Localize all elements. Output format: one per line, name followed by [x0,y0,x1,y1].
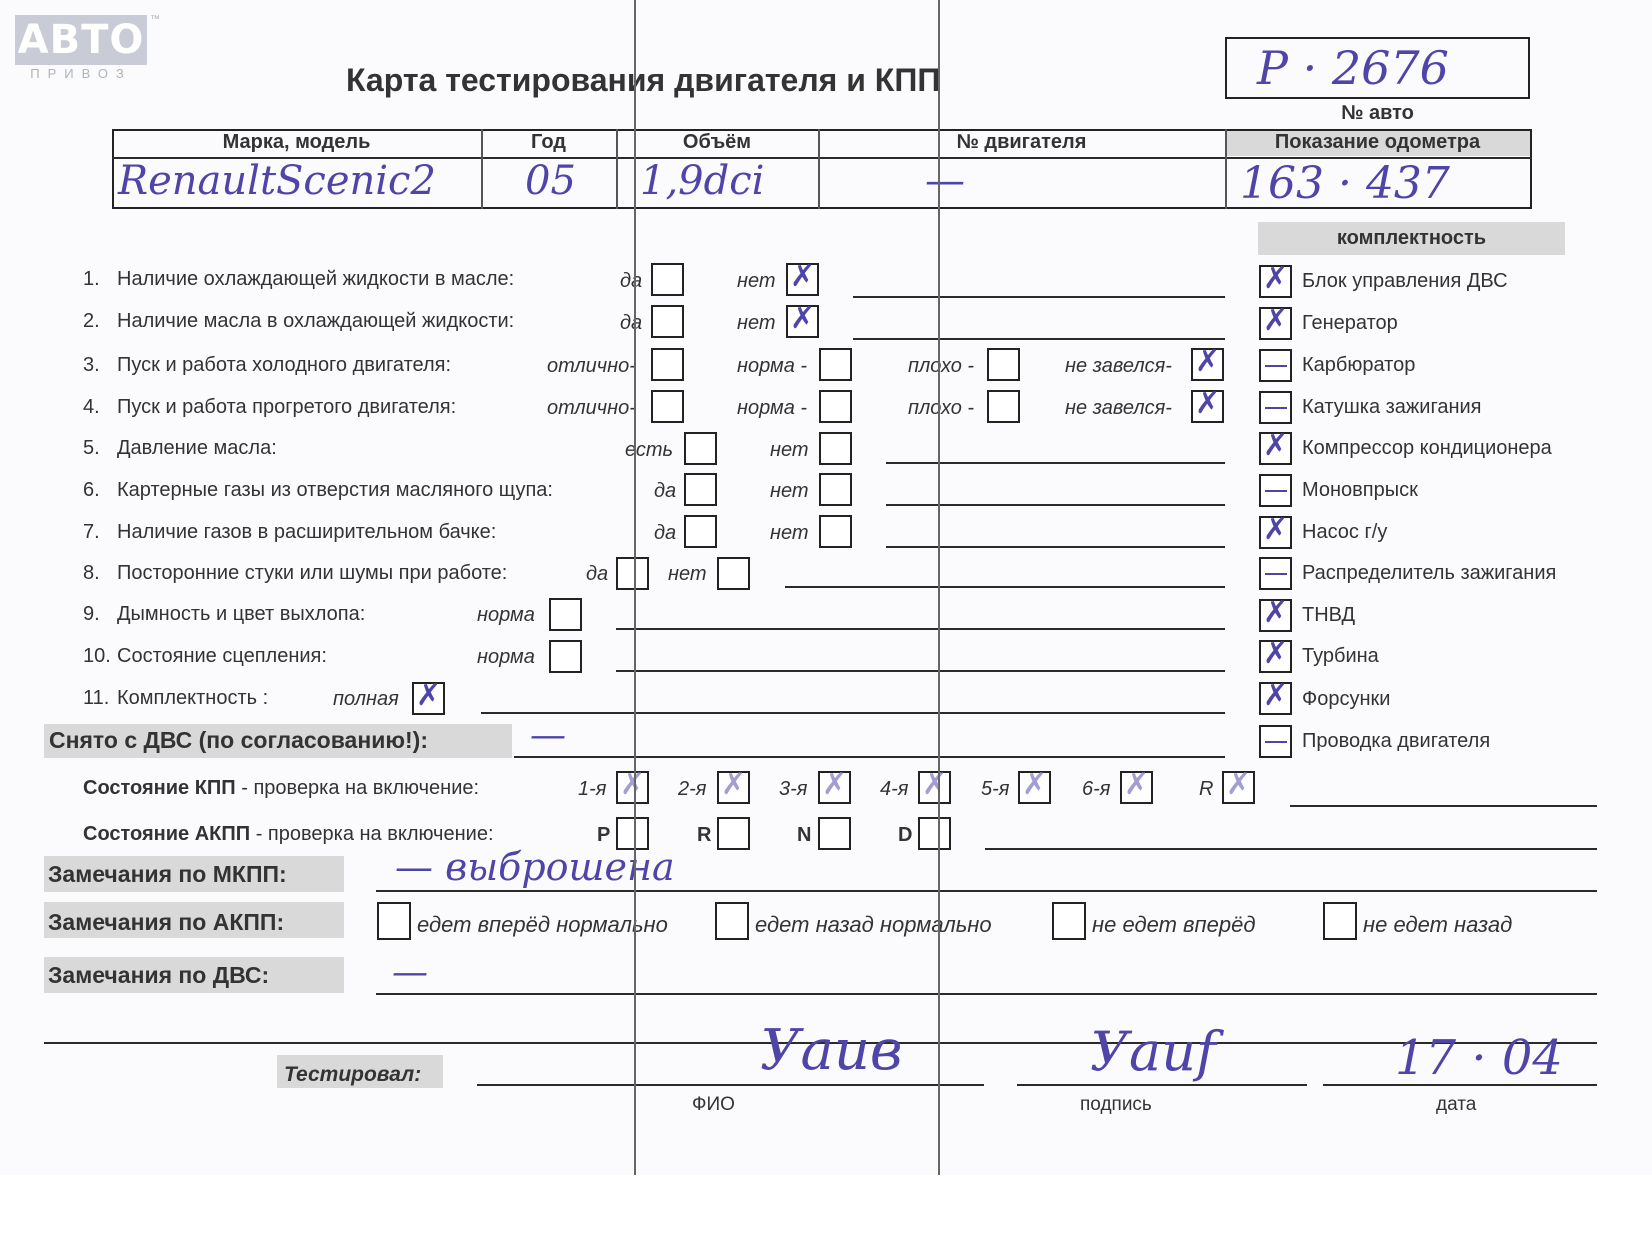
q7-opt-no-label: нет [770,522,809,544]
q3-opt-no-start-label: не завелся- [1065,355,1172,377]
q8-number: 8. [83,562,100,584]
kpp-gear-2-checkbox[interactable]: ✗ [717,771,750,804]
q2-number: 2. [83,310,100,332]
q9-number: 9. [83,603,100,625]
q7-number: 7. [83,521,100,543]
q7-checkbox-yes[interactable] [684,515,717,548]
kpp-label [83,777,479,800]
q9-checkbox-normal[interactable] [549,598,582,631]
q5-checkbox-no[interactable] [819,432,852,465]
q8-checkbox-no[interactable] [717,557,750,590]
completeness-label-injectors: Форсунки [1302,688,1391,710]
q1-opt-no-label: нет [737,270,776,292]
akpp-position-p-label: P [597,824,611,846]
remarks-mkpp-value: — выброшена [395,845,675,889]
remarks-dvs-label: Замечания по ДВС: [48,962,270,988]
kpp-gear-r-label: R [1199,778,1214,800]
q10-opt-normal-label: норма [477,646,535,668]
completeness-checkbox-injection-pump[interactable]: ✗ [1259,599,1292,632]
q5-number: 5. [83,437,100,459]
akpp-label-bold: Состояние АКПП [83,823,251,845]
logo-trademark: ™ [150,14,160,25]
year-value: 05 [525,158,576,204]
q11-number: 11. [83,687,110,709]
q3-checkbox-excellent[interactable] [651,348,684,381]
q4-opt-excellent-label: отлично- [547,397,636,419]
q6-text: Картерные газы из отверстия масляного щупа: [117,479,553,501]
tester-signature-value: Уаиf [1090,1020,1216,1083]
q4-checkbox-normal[interactable] [819,390,852,423]
q7-text: Наличие газов в расширительном бачке: [117,521,497,543]
q1-text: Наличие охлаждающей жидкости в масле: [117,268,515,290]
completeness-checkbox-carburetor[interactable] [1259,349,1292,382]
kpp-label-bold: Состояние КПП [83,777,236,799]
kpp-gear-4-label: 4-я [880,778,909,800]
header-col-model: Марка, модель [222,131,371,153]
q6-opt-no-label: нет [770,480,809,502]
q11-opt-full-label: полная [333,688,399,710]
q6-opt-yes-label: да [654,480,677,502]
completeness-label-turbine: Турбина [1302,645,1379,667]
akpp-position-d-checkbox[interactable] [918,817,951,850]
completeness-checkbox-ignition-coil[interactable] [1259,391,1292,424]
completeness-label-ignition-coil: Катушка зажигания [1302,396,1482,418]
q4-checkbox-no-start[interactable]: ✗ [1191,390,1224,423]
akpp-no-backward-label: не едет назад [1363,912,1513,937]
logo-avto: АВТО [15,15,147,65]
completeness-checkbox-ecu[interactable]: ✗ [1259,265,1292,298]
q10-number: 10. [83,645,111,667]
header-col-year: Год [531,131,566,153]
remarks-dvs-value: — [392,952,428,993]
q1-checkbox-no[interactable]: ✗ [786,263,819,296]
q1-opt-yes-label: да [620,270,643,292]
q10-checkbox-normal[interactable] [549,640,582,673]
auto-number-box [1225,37,1530,99]
test-date-value: 17 · 04 [1395,1030,1563,1086]
q3-number: 3. [83,354,100,376]
completeness-label-ac-compressor: Компрессор кондиционера [1302,437,1552,459]
q6-number: 6. [83,479,100,501]
q3-checkbox-no-start[interactable]: ✗ [1191,348,1224,381]
fold-line-left [634,0,636,1175]
kpp-gear-3-label: 3-я [779,778,808,800]
tester-fio-value: Уаив [760,1018,903,1083]
completeness-checkbox-ps-pump[interactable]: ✗ [1259,516,1292,549]
akpp-backward-normal-checkbox[interactable] [715,902,749,940]
completeness-label-carburetor: Карбюратор [1302,354,1416,376]
akpp-position-d-label: D [898,824,913,846]
q2-checkbox-yes[interactable] [651,305,684,338]
q3-checkbox-bad[interactable] [987,348,1020,381]
completeness-label-wiring: Проводка двигателя [1302,730,1491,752]
q3-checkbox-normal[interactable] [819,348,852,381]
header-col-volume: Объём [682,131,752,153]
q4-opt-normal-label: норма - [737,397,808,419]
completeness-checkbox-ac-compressor[interactable]: ✗ [1259,432,1292,465]
q4-checkbox-bad[interactable] [987,390,1020,423]
q2-text: Наличие масла в охлаждающей жидкости: [117,310,515,332]
q11-text: Комплектность : [117,687,269,709]
akpp-backward-normal-label: едет назад нормально [755,912,992,937]
completeness-checkbox-distributor[interactable] [1259,557,1292,590]
q4-checkbox-excellent[interactable] [651,390,684,423]
q2-opt-no-label: нет [737,312,776,334]
q9-opt-normal-label: норма [477,604,535,626]
kpp-label-rest: - проверка на включение: [235,777,480,799]
q4-number: 4. [83,396,100,418]
fold-line-right [938,0,940,1175]
q6-checkbox-yes[interactable] [684,473,717,506]
q5-opt-yes-label: есть [625,439,674,461]
date-caption: дата [1436,1094,1477,1115]
completeness-label-injection-pump: ТНВД [1302,604,1356,626]
kpp-gear-1-label: 1-я [578,778,607,800]
completeness-title: комплектность [1336,227,1487,249]
akpp-position-n-label: N [797,824,812,846]
remarks-akpp-label: Замечания по АКПП: [48,909,285,935]
completeness-checkbox-generator[interactable]: ✗ [1259,307,1292,340]
page-title: Карта тестирования двигателя и КПП [346,62,941,98]
q4-opt-bad-label: плохо - [908,397,975,419]
signature-caption: подпись [1080,1094,1152,1115]
q5-checkbox-yes[interactable] [684,432,717,465]
completeness-label-distributor: Распределитель зажигания [1302,562,1557,584]
kpp-gear-3-checkbox[interactable]: ✗ [818,771,851,804]
q10-text: Состояние сцепления: [117,645,327,667]
akpp-no-backward-checkbox[interactable] [1323,902,1357,940]
completeness-checkbox-monoinjection[interactable] [1259,474,1292,507]
q1-number: 1. [83,268,100,290]
q6-checkbox-no[interactable] [819,473,852,506]
q2-checkbox-no[interactable]: ✗ [786,305,819,338]
kpp-gear-6-checkbox[interactable]: ✗ [1120,771,1153,804]
q3-opt-excellent-label: отлично- [547,355,636,377]
remarks-mkpp-label: Замечания по МКПП: [48,861,287,887]
kpp-gear-1-checkbox[interactable]: ✗ [616,771,649,804]
akpp-position-n-checkbox[interactable] [818,817,851,850]
q8-checkbox-yes[interactable] [616,557,649,590]
removed-value: — [530,715,566,756]
removed-label: Снято с ДВС (по согласованию!): [49,727,428,753]
header-col-odometer: Показание одометра [1274,131,1481,153]
akpp-no-forward-checkbox[interactable] [1052,902,1086,940]
odometer-value: 163 · 437 [1240,158,1450,209]
model-value: RenaultScenic2 [118,158,436,204]
completeness-label-generator: Генератор [1302,312,1398,334]
q4-text: Пуск и работа прогретого двигателя: [117,396,457,418]
kpp-gear-6-label: 6-я [1082,778,1111,800]
completeness-checkbox-turbine[interactable]: ✗ [1259,640,1292,673]
q7-opt-yes-label: да [654,522,677,544]
q11-checkbox-full[interactable]: ✗ [412,682,445,715]
kpp-gear-r-checkbox[interactable]: ✗ [1222,771,1255,804]
tested-label: Тестировал: [284,1063,422,1086]
q8-opt-yes-label: да [586,563,609,585]
q8-text: Посторонние стуки или шумы при работе: [117,562,508,584]
q3-opt-normal-label: норма - [737,355,808,377]
auto-number-label: № авто [1341,102,1414,124]
completeness-checkbox-injectors[interactable]: ✗ [1259,682,1292,715]
akpp-no-forward-label: не едет вперёд [1092,912,1256,937]
q8-opt-no-label: нет [668,563,707,585]
q9-text: Дымность и цвет выхлопа: [117,603,366,625]
kpp-gear-5-label: 5-я [981,778,1010,800]
q3-opt-bad-label: плохо - [908,355,975,377]
completeness-label-monoinjection: Моновпрыск [1302,479,1418,501]
completeness-label-ps-pump: Насос г/у [1302,521,1388,543]
q4-opt-no-start-label: не завелся- [1065,397,1172,419]
q5-text: Давление масла: [117,437,277,459]
akpp-label [83,823,494,846]
completeness-checkbox-wiring[interactable] [1259,725,1292,758]
kpp-gear-5-checkbox[interactable]: ✗ [1018,771,1051,804]
akpp-forward-normal-checkbox[interactable] [377,902,411,940]
akpp-label-rest: - проверка на включение: [250,823,494,845]
completeness-label-ecu: Блок управления ДВС [1302,270,1508,292]
volume-value: 1,9dci [640,158,765,204]
akpp-position-r-label: R [697,824,712,846]
kpp-gear-2-label: 2-я [678,778,707,800]
logo-subtitle: ПРИВОЗ [30,66,132,81]
kpp-gear-4-checkbox[interactable]: ✗ [918,771,951,804]
auto-number-value: P · 2676 [1257,41,1449,95]
akpp-position-r-checkbox[interactable] [717,817,750,850]
q2-opt-yes-label: да [620,312,643,334]
q5-opt-no-label: нет [770,439,809,461]
q3-text: Пуск и работа холодного двигателя: [117,354,452,376]
q7-checkbox-no[interactable] [819,515,852,548]
q1-checkbox-yes[interactable] [651,263,684,296]
header-col-engine-no: № двигателя [956,131,1087,153]
akpp-forward-normal-label: едет вперёд нормально [417,912,668,937]
engine-no-value: — [925,158,965,204]
fio-caption: ФИО [692,1094,735,1115]
